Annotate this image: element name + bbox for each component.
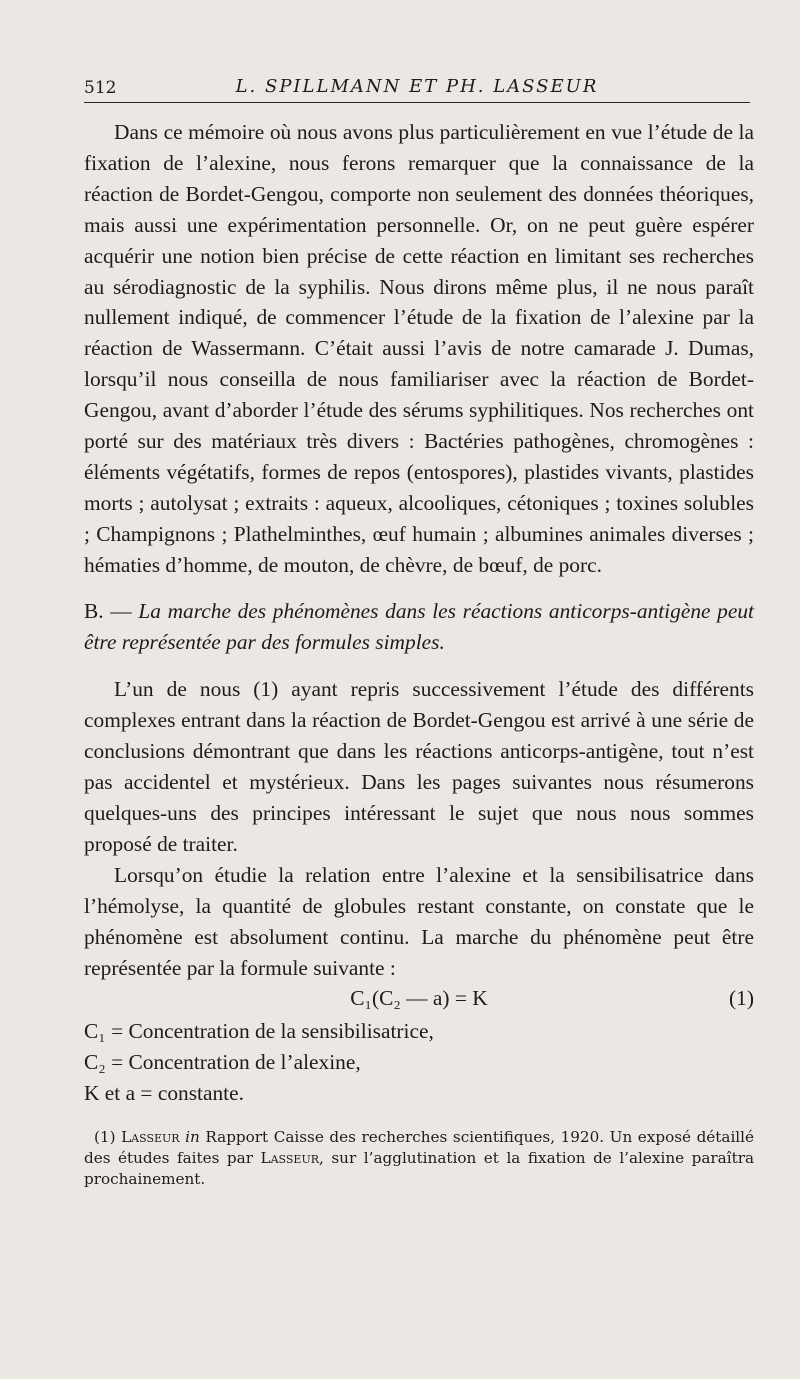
definition-c2: C₂ = Concentration de l’alexine, (84, 1050, 361, 1075)
header-rule (84, 102, 750, 103)
formula-1 (84, 983, 754, 1016)
formula-definitions (84, 1016, 754, 1109)
paragraph-intro: Dans ce mémoire où nous avons plus particulièrement en vue l’étude de la fixation de l’alexine, nous ferons remarquer que la connaissance de la réaction de Bordet-Gengou, comporte non seulement des données théoriques, mais aussi une expérimentation personnelle. Or, on ne peut guère espérer acquérir une notion bien précise de cette réaction en limitant ses recherches au sérodiagnostic de la syphilis. Nous dirons même plus, il ne nous paraît nullement indiqué, de commencer l’étude de la fixation de l’alexine par la réaction de Wassermann. C’était aussi l’avis de notre camarade J. Dumas, lorsqu’il nous conseilla de nous familiariser avec la réaction de Bordet-Gengou, avant d’aborder l’étude des sérums syphilitiques. Nos recherches ont porté sur des matériaux très divers : Bactéries pathogènes, chromogènes : éléments végétatifs, formes de repos (entospores), plastides vivants, plastides morts ; autolysat ; extraits : aqueux, alcooliques, cétoniques ; toxines solubles ; Champignons ; Plathelminthes, œuf humain ; albumines animales diverses ; hématies d’homme, de mouton, de chèvre, de bœuf, de porc. (84, 120, 754, 577)
definition-c1: C₁ = Concentration de la sensibilisatrice, (84, 1019, 434, 1044)
footnote-text-1: Rapport Caisse des recherches scientifiques, 1920. Un exposé détaillé des études faites par (84, 1128, 755, 1168)
main-text (84, 117, 754, 1190)
formula-expression: C₁(C₂ — a) = K (350, 986, 488, 1011)
page-number: 512 (84, 78, 117, 98)
definition-constants: K et a = constante. (84, 1081, 244, 1106)
paragraph-principles: L’un de nous (1) ayant repris successivement l’étude des différents complexes entrant dans la réaction de Bordet-Gengou est arrivé à une série de conclusions démontrant que dans les réactions anticorps-antigène, tout n’est pas accidentel et mystérieux. Dans les pages suivantes nous résumerons quelques-uns des principes intéressant le sujet que nous nous sommes proposé de traiter. (84, 677, 754, 856)
footnote-author: Lasseur (121, 1128, 180, 1147)
footnote-marker: (1) (94, 1128, 122, 1147)
running-title: L. SPILLMANN ET PH. LASSEUR (235, 76, 599, 97)
paragraph-relation: Lorsqu’on étudie la relation entre l’alexine et la sensibilisatrice dans l’hémolyse, la quantité de globules restant constante, on constate que le phénomène est absolument continu. La marche du phénomène peut être représentée par la formule suivante : (84, 862, 754, 980)
footnote-text-2: , sur l’agglutination et la fixation de l’alexine paraîtra prochainement. (84, 1149, 755, 1189)
footnote-author-2: Lasseur (260, 1149, 320, 1168)
section-title: La marche des phénomènes dans les réactions anticorps-antigène peut être représentée par des formules simples. (84, 598, 754, 654)
section-label: B. — (84, 598, 139, 623)
footnote-in: in (179, 1128, 206, 1147)
formula-number: (1) (729, 986, 754, 1011)
footnote (84, 1127, 754, 1190)
page-header (84, 70, 750, 104)
section-heading-b (84, 596, 754, 658)
